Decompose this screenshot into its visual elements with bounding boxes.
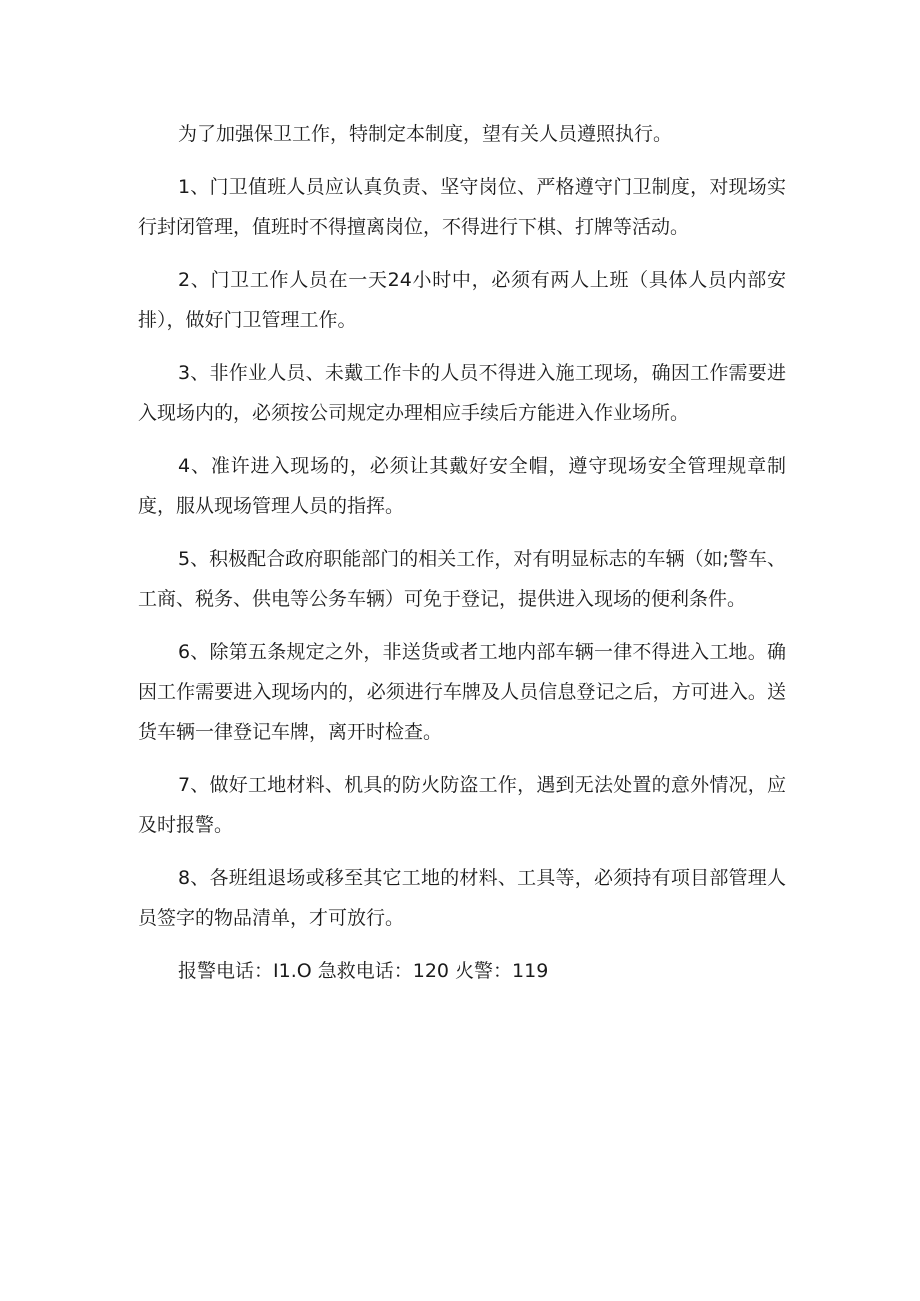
rule-4-paragraph: 4、准许进入现场的，必须让其戴好安全帽，遵守现场安全管理规章制度，服从现场管理人员的指挥。 xyxy=(138,455,786,517)
rule-6-paragraph: 6、除第五条规定之外，非送货或者工地内部车辆一律不得进入工地。确因工作需要进入现场内的，必须进行车牌及人员信息登记之后，方可进入。送货车辆一律登记车牌，离开时检查。 xyxy=(138,641,786,743)
document-body xyxy=(138,114,786,991)
rule-2-paragraph: 2、门卫工作人员在一天24小时中，必须有两人上班（具体人员内部安排），做好门卫管理工作。 xyxy=(138,269,786,331)
rule-7-paragraph: 7、做好工地材料、机具的防火防盗工作，遇到无法处置的意外情况，应及时报警。 xyxy=(138,774,786,836)
rule-5-paragraph: 5、积极配合政府职能部门的相关工作，对有明显标志的车辆（如;警车、工商、税务、供电等公务车辆）可免于登记，提供进入现场的便利条件。 xyxy=(138,548,786,610)
emergency-phone-line: 报警电话：I1.O 急救电话：120 火警：119 xyxy=(178,960,549,982)
rule-1-paragraph: 1、门卫值班人员应认真负责、坚守岗位、严格遵守门卫制度，对现场实行封闭管理，值班时不得擅离岗位，不得进行下棋、打牌等活动。 xyxy=(138,176,786,238)
rule-3-paragraph: 3、非作业人员、未戴工作卡的人员不得进入施工现场，确因工作需要进入现场内的，必须按公司规定办理相应手续后方能进入作业场所。 xyxy=(138,362,786,424)
intro-paragraph: 为了加强保卫工作，特制定本制度，望有关人员遵照执行。 xyxy=(178,123,673,145)
rule-8-paragraph: 8、各班组退场或移至其它工地的材料、工具等，必须持有项目部管理人员签字的物品清单，才可放行。 xyxy=(138,867,786,929)
